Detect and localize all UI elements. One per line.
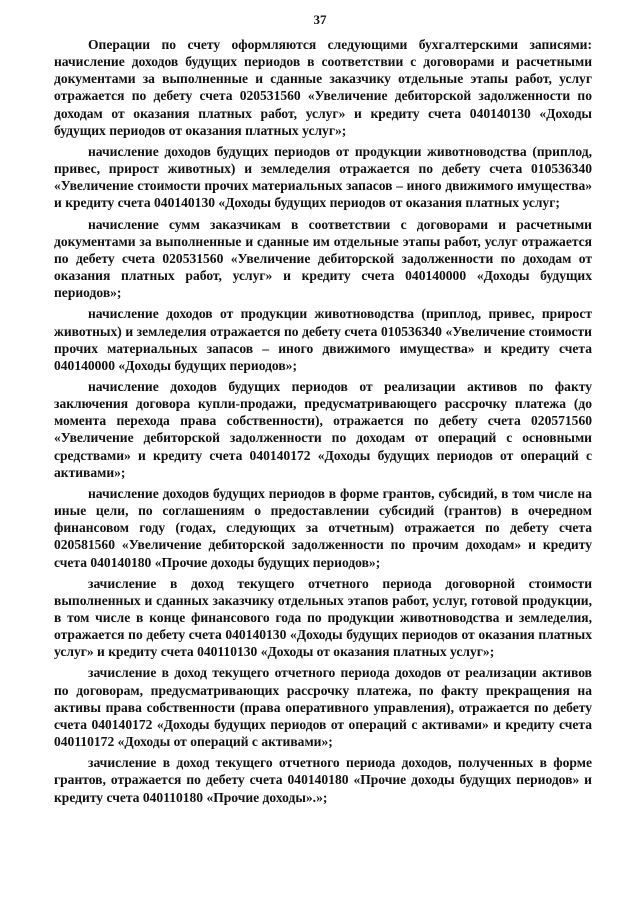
page-number: 37 <box>313 12 327 27</box>
paragraph: начисление доходов будущих периодов от реализации активов по факту заключения договора купли-продажи, предусматривающего рассрочку платежа (до момента перехода права собственности), отражается по дебету счета 020571560 «Увеличение дебиторской задолженности по доходам от операций с основными средствами» и кредиту счета 040140172 «Доходы будущих периодов от операций с активами»; <box>54 378 592 480</box>
paragraph: начисление сумм заказчикам в соответствии с договорами и расчетными документами за выполненные и сданные им отдельные этапы работ, услуг отражается по дебету счета 020531560 «Увеличение дебиторской задолженности по доходам от оказания платных работ, услуг» и кредиту счета 040140000 «Доходы будущих периодов»; <box>54 216 592 301</box>
paragraph: Операции по счету оформляются следующими бухгалтерскими записями: начисление доходов будущих периодов в соответствии с договорами и расчетными документами за выполненные и сданные заказчику отдельные этапы работ, услуг отражается по дебету счета 020531560 «Увеличение дебиторской задолженности по доходам от оказания платных работ, услуг» и кредиту счета 040140130 «Доходы будущих периодов от оказания платных услуг»; <box>54 37 592 138</box>
document-body <box>54 36 592 810</box>
paragraph: начисление доходов от продукции животноводства (приплод, привес, прирост животных) и земледелия отражается по дебету счета 010536340 «Увеличение стоимости прочих материальных запасов – иного движимого имущества» и кредиту счета 040140000 «Доходы будущих периодов»; <box>54 306 592 373</box>
paragraph: зачисление в доход текущего отчетного периода доходов от реализации активов по договорам, предусматривающих рассрочку платежа, по факту прекращения на активы права собственности (права оперативного управления), отражается по дебету счета 040140172 «Доходы будущих периодов от операций с активами» и кредиту счета 040110172 «Доходы от операций с активами»; <box>54 665 592 750</box>
paragraph: начисление доходов будущих периодов от продукции животноводства (приплод, привес, прирост животных) и земледелия отражается по дебету счета 010536340 «Увеличение стоимости прочих материальных запасов – иного движимого имущества» и кредиту счета 040140130 «Доходы будущих периодов от оказания платных услуг; <box>54 143 592 211</box>
paragraph: зачисление в доход текущего отчетного периода доходов, полученных в форме грантов, отражается по дебету счета 040140180 «Прочие доходы будущих периодов» и кредиту счета 040110180 «Прочие доходы».»; <box>54 755 592 805</box>
paragraph: начисление доходов будущих периодов в форме грантов, субсидий, в том числе на иные цели, по соглашениям о предоставлении субсидий (грантов) в очередном финансовом году (годах, следующих за отчетным) отражается по дебету счета 020581560 «Увеличение дебиторской задолженности по прочим доходам» и кредиту счета 040140180 «Прочие доходы будущих периодов»; <box>54 485 592 570</box>
paragraph: зачисление в доход текущего отчетного периода договорной стоимости выполненных и сданных заказчику отдельных этапов работ, услуг, готовой продукции, в том числе в конце финансового года по продукции животноводства и земледелия, отражается по дебету счета 040140130 «Доходы будущих периодов от оказания платных услуг» и кредиту счета 040110130 «Доходы от оказания платных услуг»; <box>54 575 592 660</box>
